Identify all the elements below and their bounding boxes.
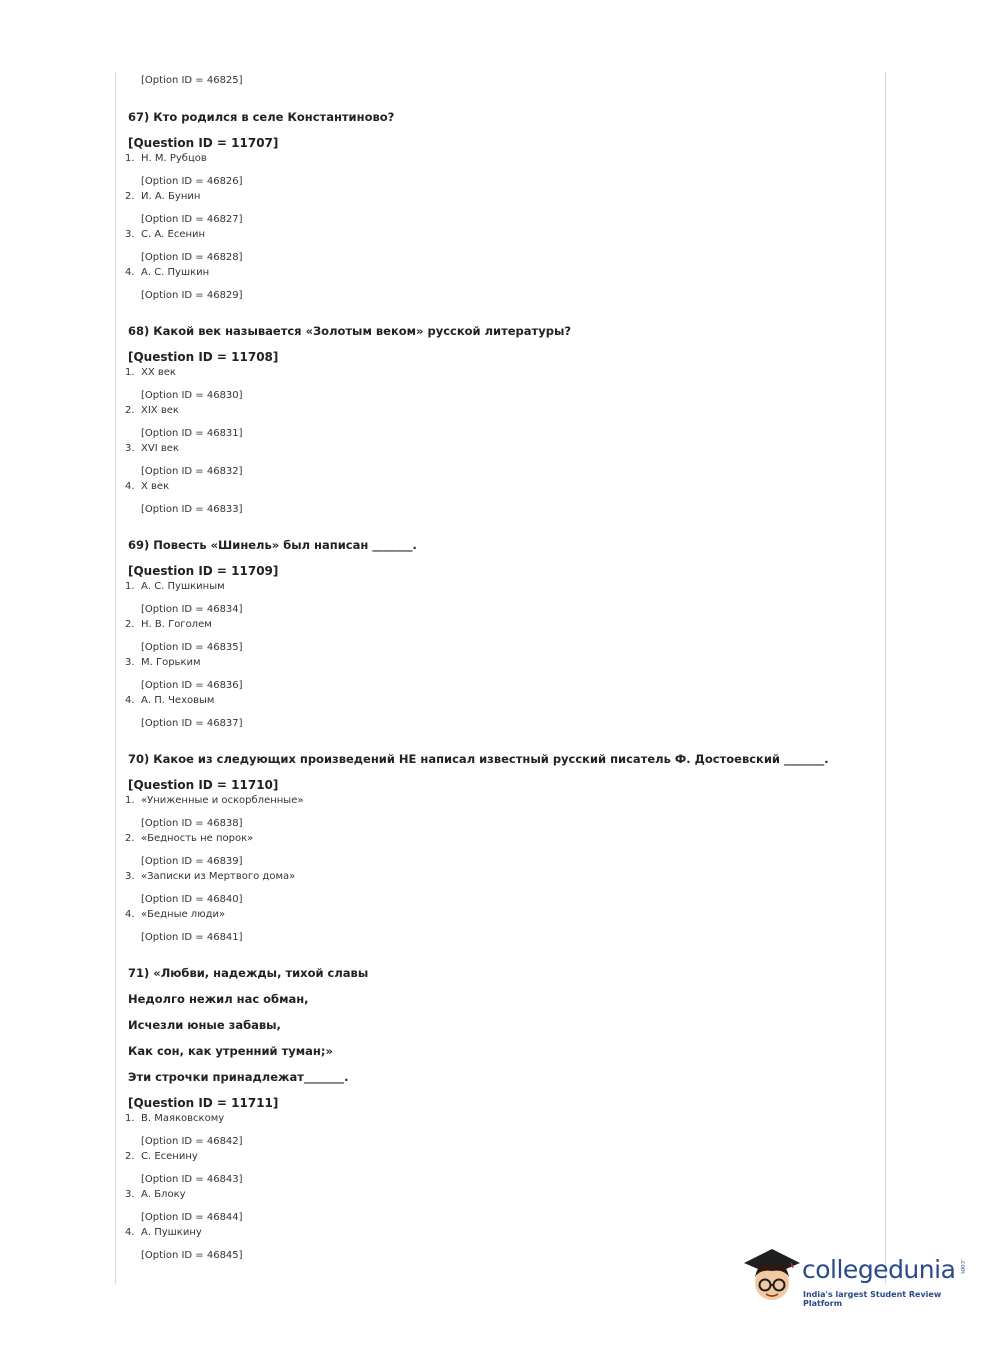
option-id: [Option ID = 46844] — [141, 1212, 243, 1223]
option-number: 4. — [125, 695, 135, 706]
answer-option — [125, 1112, 875, 1126]
option-text: «Бедные люди» — [141, 909, 226, 920]
option-id: [Option ID = 46836] — [141, 680, 243, 691]
option-text: «Записки из Мертвого дома» — [141, 871, 296, 882]
mascot-icon — [740, 1247, 802, 1309]
question-title: 71) «Любви, надежды, тихой славы — [128, 966, 369, 980]
answer-option — [125, 1188, 875, 1202]
option-text: «Униженные и оскорбленные» — [141, 795, 304, 806]
question-block — [125, 323, 875, 517]
option-number: 1. — [125, 153, 135, 164]
question-id: [Question ID = 11707] — [128, 136, 279, 150]
answer-option — [125, 908, 875, 922]
answer-option — [125, 694, 875, 708]
question-block — [125, 751, 875, 945]
option-text: XX век — [141, 367, 176, 378]
answer-option — [125, 580, 875, 594]
option-text: «Бедность не порок» — [141, 833, 254, 844]
option-text: А. С. Пушкиным — [141, 581, 225, 592]
option-id: [Option ID = 46837] — [141, 718, 243, 729]
option-text: X век — [141, 481, 170, 492]
option-id: [Option ID = 46838] — [141, 818, 243, 829]
question-title: 69) Повесть «Шинель» был написан _______. — [128, 538, 417, 552]
answer-option — [125, 404, 875, 418]
option-number: 2. — [125, 833, 135, 844]
option-text: Н. В. Гоголем — [141, 619, 212, 630]
answer-option — [125, 442, 875, 456]
question-block — [125, 965, 875, 1263]
question-text-line: Как сон, как утренний туман;» — [128, 1044, 333, 1058]
option-text: Н. М. Рубцов — [141, 153, 207, 164]
answer-option — [125, 1226, 875, 1240]
option-id: [Option ID = 46840] — [141, 894, 243, 905]
answer-option — [125, 794, 875, 808]
document-content — [125, 73, 875, 1263]
option-id: [Option ID = 46828] — [141, 252, 243, 263]
option-number: 4. — [125, 1227, 135, 1238]
option-id: [Option ID = 46825] — [141, 75, 243, 86]
question-text-line: Недолго нежил нас обман, — [128, 992, 309, 1006]
question-list — [125, 109, 875, 1263]
question-id: [Question ID = 11708] — [128, 350, 279, 364]
answer-option — [125, 228, 875, 242]
option-number: 4. — [125, 909, 135, 920]
question-block — [125, 109, 875, 303]
option-number: 3. — [125, 229, 135, 240]
question-title: 67) Кто родился в селе Константиново? — [128, 110, 395, 124]
collegedunia-logo — [740, 1247, 970, 1317]
answer-option — [125, 190, 875, 204]
option-text: А. Пушкину — [141, 1227, 202, 1238]
option-id: [Option ID = 46827] — [141, 214, 243, 225]
option-number: 3. — [125, 1189, 135, 1200]
question-text-line: Эти строчки принадлежат_______. — [128, 1070, 349, 1084]
option-number: 4. — [125, 481, 135, 492]
question-id: [Question ID = 11709] — [128, 564, 279, 578]
option-number: 2. — [125, 1151, 135, 1162]
answer-option — [125, 152, 875, 166]
option-id: [Option ID = 46841] — [141, 932, 243, 943]
question-title: 70) Какое из следующих произведений НЕ написал известный русский писатель Ф. Достоевский _______. — [128, 752, 829, 766]
option-number: 3. — [125, 871, 135, 882]
option-number: 1. — [125, 1113, 135, 1124]
option-number: 3. — [125, 657, 135, 668]
question-text-line: Исчезли юные забавы, — [128, 1018, 281, 1032]
option-id: [Option ID = 46830] — [141, 390, 243, 401]
answer-option — [125, 618, 875, 632]
answer-option — [125, 870, 875, 884]
answer-option — [125, 656, 875, 670]
option-id: [Option ID = 46829] — [141, 290, 243, 301]
option-text: М. Горьким — [141, 657, 201, 668]
answer-option — [125, 1150, 875, 1164]
answer-option — [125, 480, 875, 494]
option-text: С. А. Есенин — [141, 229, 206, 240]
answer-option — [125, 832, 875, 846]
option-number: 3. — [125, 443, 135, 454]
option-id: [Option ID = 46839] — [141, 856, 243, 867]
option-id: [Option ID = 46834] — [141, 604, 243, 615]
question-id: [Question ID = 11710] — [128, 778, 279, 792]
option-number: 4. — [125, 267, 135, 278]
option-number: 2. — [125, 619, 135, 630]
option-id: [Option ID = 46835] — [141, 642, 243, 653]
question-title: 68) Какой век называется «Золотым веком» русской литературы? — [128, 324, 572, 338]
option-number: 2. — [125, 405, 135, 416]
option-text: А. С. Пушкин — [141, 267, 210, 278]
question-block — [125, 537, 875, 731]
option-number: 1. — [125, 795, 135, 806]
option-number: 2. — [125, 191, 135, 202]
option-text: XVI век — [141, 443, 179, 454]
option-text: XIX век — [141, 405, 179, 416]
option-text: И. А. Бунин — [141, 191, 201, 202]
option-text: А. Блоку — [141, 1189, 186, 1200]
answer-option — [125, 366, 875, 380]
logo-tagline: India's largest Student Review Platform — [803, 1290, 942, 1308]
option-id: [Option ID = 46842] — [141, 1136, 243, 1147]
option-id: [Option ID = 46845] — [141, 1250, 243, 1261]
option-id: [Option ID = 46826] — [141, 176, 243, 187]
question-id: [Question ID = 11711] — [128, 1096, 279, 1110]
answer-option — [125, 266, 875, 280]
option-number: 1. — [125, 581, 135, 592]
option-id: [Option ID = 46833] — [141, 504, 243, 515]
logo-suffix: .com — [959, 1259, 966, 1274]
option-text: А. П. Чеховым — [141, 695, 215, 706]
option-text: В. Маяковскому — [141, 1113, 225, 1124]
option-id: [Option ID = 46843] — [141, 1174, 243, 1185]
option-number: 1. — [125, 367, 135, 378]
logo-wordmark: collegedunia — [802, 1255, 956, 1284]
option-id: [Option ID = 46831] — [141, 428, 243, 439]
option-text: С. Есенину — [141, 1151, 198, 1162]
option-id: [Option ID = 46832] — [141, 466, 243, 477]
